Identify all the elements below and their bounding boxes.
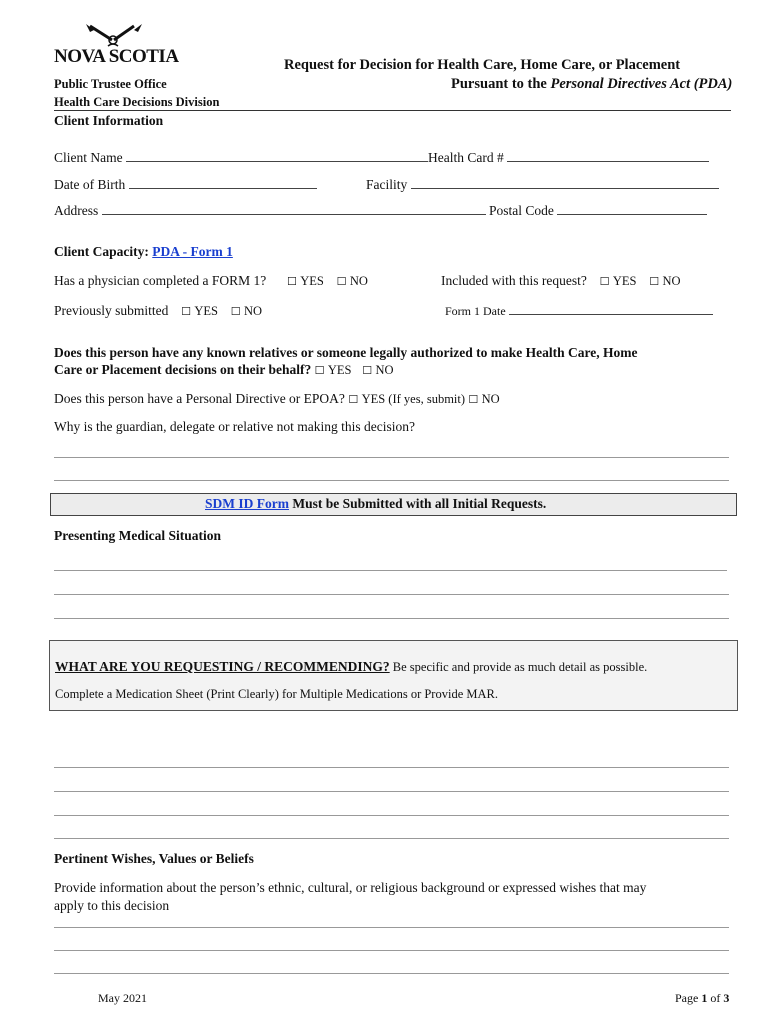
relatives-no-label: NO bbox=[375, 363, 394, 377]
medical-line-2[interactable] bbox=[54, 594, 729, 595]
directive-no-label: NO bbox=[481, 392, 500, 406]
relatives-question-line2-row bbox=[54, 362, 394, 378]
address-label: Address bbox=[54, 203, 99, 218]
wishes-answer-line-3[interactable] bbox=[54, 973, 729, 974]
health-card-label: Health Card # bbox=[427, 150, 504, 165]
footer-date: May 2021 bbox=[98, 991, 147, 1005]
medical-line-1[interactable] bbox=[54, 570, 727, 571]
page-prefix: Page bbox=[675, 991, 702, 1005]
client-name-row bbox=[54, 150, 709, 166]
physician-row bbox=[54, 273, 368, 289]
directive-question: Does this person have a Personal Directive or EPOA? bbox=[54, 391, 345, 406]
included-no-label: NO bbox=[662, 274, 681, 288]
dob-field[interactable] bbox=[129, 178, 317, 189]
physician-yes-label: YES bbox=[300, 274, 324, 288]
wishes-line2: apply to this decision bbox=[54, 898, 170, 913]
logo-text: NOVA SCOTIA bbox=[54, 46, 179, 67]
checkbox-icon[interactable]: ☐ bbox=[468, 393, 479, 406]
request-heading: WHAT ARE YOU REQUESTING / RECOMMENDING? bbox=[55, 659, 390, 674]
request-heading-row bbox=[55, 658, 647, 676]
checkbox-icon[interactable]: ☐ bbox=[348, 393, 359, 406]
address-field[interactable] bbox=[102, 204, 486, 215]
checkbox-icon[interactable]: ☐ bbox=[230, 305, 241, 318]
health-card-field[interactable] bbox=[507, 151, 709, 162]
wishes-answer-line-1[interactable] bbox=[54, 927, 729, 928]
client-name-field[interactable] bbox=[126, 151, 428, 162]
pda-form1-link[interactable]: PDA - Form 1 bbox=[152, 244, 233, 259]
facility-row bbox=[366, 177, 719, 193]
wishes-answer-line-2[interactable] bbox=[54, 950, 729, 951]
checkbox-icon[interactable]: ☐ bbox=[362, 364, 373, 377]
nova-scotia-logo bbox=[54, 22, 179, 70]
facility-label: Facility bbox=[366, 177, 408, 192]
facility-field[interactable] bbox=[411, 178, 719, 189]
previously-label: Previously submitted bbox=[54, 303, 169, 318]
included-question: Included with this request? bbox=[441, 273, 587, 288]
medical-line-3[interactable] bbox=[54, 618, 729, 619]
sdm-banner-text bbox=[205, 496, 546, 512]
capacity-heading-row bbox=[54, 244, 233, 260]
page-of: of bbox=[707, 991, 724, 1005]
why-answer-line-2[interactable] bbox=[54, 480, 729, 481]
form1-date-label: Form 1 Date bbox=[445, 304, 506, 318]
client-info-heading: Client Information bbox=[54, 113, 164, 128]
physician-question: Has a physician completed a FORM 1? bbox=[54, 273, 267, 288]
request-line2: Complete a Medication Sheet (Print Clearly) for Multiple Medications or Provide MAR. bbox=[55, 687, 498, 701]
relatives-question-line2: Care or Placement decisions on their behalf? bbox=[54, 362, 312, 377]
request-line-2[interactable] bbox=[54, 791, 729, 792]
form-subtitle bbox=[451, 76, 732, 93]
included-yes-label: YES bbox=[612, 274, 637, 288]
directive-row bbox=[54, 391, 500, 407]
subtitle-prefix: Pursuant to the bbox=[451, 76, 551, 92]
included-row bbox=[441, 273, 681, 289]
medical-heading: Presenting Medical Situation bbox=[54, 528, 221, 543]
sdm-id-form-link[interactable]: SDM ID Form bbox=[205, 496, 289, 511]
form1-date-row bbox=[445, 304, 713, 319]
page-current: 1 bbox=[701, 991, 708, 1005]
postal-code-label: Postal Code bbox=[489, 203, 554, 218]
subtitle-act: Personal Directives Act (PDA) bbox=[550, 76, 733, 92]
office-name: Public Trustee Office bbox=[54, 77, 167, 91]
address-row bbox=[54, 203, 707, 219]
dob-row bbox=[54, 177, 317, 193]
physician-no-label: NO bbox=[349, 274, 368, 288]
checkbox-icon[interactable]: ☐ bbox=[599, 275, 610, 288]
wishes-heading: Pertinent Wishes, Values or Beliefs bbox=[54, 851, 254, 866]
postal-code-field[interactable] bbox=[557, 204, 707, 215]
why-answer-line-1[interactable] bbox=[54, 457, 729, 458]
division-name: Health Care Decisions Division bbox=[54, 95, 220, 109]
relatives-yes-label: YES bbox=[327, 363, 352, 377]
request-line-1[interactable] bbox=[54, 767, 729, 768]
checkbox-icon[interactable]: ☐ bbox=[649, 275, 660, 288]
request-line-4[interactable] bbox=[54, 838, 729, 839]
checkbox-icon[interactable]: ☐ bbox=[181, 305, 191, 318]
relatives-question-line1: Does this person have any known relatives or someone legally authorized to make Health Care, Home bbox=[54, 345, 638, 360]
previously-row bbox=[54, 303, 262, 319]
client-name-label: Client Name bbox=[54, 150, 123, 165]
form-title: Request for Decision for Health Care, Home Care, or Placement bbox=[284, 57, 681, 73]
request-heading-note: Be specific and provide as much detail as possible. bbox=[389, 660, 648, 674]
request-line-3[interactable] bbox=[54, 815, 729, 816]
wishes-line1: Provide information about the person’s ethnic, cultural, or religious background or expressed wishes that may bbox=[54, 880, 647, 895]
directive-yes-label: YES (If yes, submit) bbox=[361, 392, 466, 406]
header-rule bbox=[54, 110, 731, 111]
previously-no-label: NO bbox=[244, 304, 263, 318]
capacity-heading: Client Capacity: bbox=[54, 244, 149, 259]
form1-date-field[interactable] bbox=[509, 304, 713, 315]
why-question: Why is the guardian, delegate or relative not making this decision? bbox=[54, 419, 416, 434]
checkbox-icon[interactable]: ☐ bbox=[286, 275, 297, 288]
checkbox-icon[interactable]: ☐ bbox=[336, 275, 347, 288]
checkbox-icon[interactable]: ☐ bbox=[314, 364, 325, 377]
dob-label: Date of Birth bbox=[54, 177, 126, 192]
footer-page bbox=[675, 991, 729, 1006]
previously-yes-label: YES bbox=[194, 304, 218, 318]
page-total: 3 bbox=[723, 991, 730, 1005]
sdm-banner-note: Must be Submitted with all Initial Requests. bbox=[289, 496, 547, 511]
